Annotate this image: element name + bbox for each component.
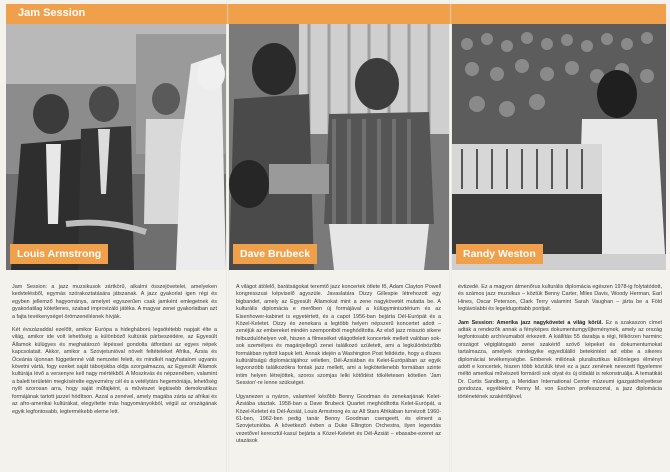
lead-text: Jam Session: Amerika jazz nagykövetei a világ körül. xyxy=(458,319,603,326)
paragraph: évtizedé. Ez a magyon átmenőrus kulturális diplomácia egészen 1978-ig folytatódott, és számos jazz muzsikus – köztük Benny Carter, Miles Davis, Woody Herman, Earl Hines, Oscar Peterson, Clark Terry valamint Sarah Vaughan – járta be a Föld legtávolabbi és legeldugottabb pontjait. xyxy=(458,284,662,313)
text-column-middle xyxy=(236,284,441,452)
paragraph: Ugyanezen a nyáron, valamivel később Benny Goodman és zenekarjának Kelet-Ázsiába utaztak. 1958-ban a Dave Brubeck Quartet meghódította Kelet-Európát, a Közel-Keletet és Dél-Ázsiát, Louis Armstrong és az All Stars Afrikában turnézott 1960-61-ben, 1962-ben pedig tanár Benny Goodman csengeett, és elment a Szovjetunióba. A következő évben a Duke Ellington Orchestra, ilyen legendás vezetővel keresztül-kasul bejárta a Közel-Keletet és Dél-Ázsiát – ebasabe-ezeret az utazások xyxy=(236,393,441,445)
paragraph-body: Ez a szakaszon címet adták a rendezők annak a fényképes dokumentumgyűjteménynek, amely az ország legfontosabb archívumaiból érkezett. A kiállítás 55 darabja a régi, félkörzen harminc országot végiglátogató zenei szakértő szövő képeket és dokumentumokat tartalmazza, amelyek mindegyike egyedülálló betekintést ad ebbe a sikeres diplomáciai tevékenységbe. Emberek miliónak pluralisztikus különleges élményt adott e koncertek, hiszen több közülük tévé ez a jazz zenének nevezett figyelemre méltó amerikai művészeti formáról sok olyat és új oldalát is rekonstruálja. A tematikát Dr. Curtis Sandberg, a Meridian International Center múzeumi igazgatóhelyettese gondozza, egyébként Penny M. von Eschen professzorral, a jazz diplomácia történetének szakértőjével. xyxy=(458,319,662,400)
name-tag-dave-brubeck: Dave Brubeck xyxy=(233,244,317,264)
text-column-right xyxy=(458,284,662,407)
paragraph: A világot átölelő, barátságokat teremtő jazz koncertek ötlete fő, Adam Clayton Powell kongresszusi képviselő agyszüle. Javaslatára Dizzy Gillespie létrehozott egy bigbandet, amely az Egyesült Államokat mint a zene nagykövetét mutatta be. A kulturális diplomácia e merőben új formájával a külügyminisztérium és az Eisenhower-kabinet is egyetértett, és a capot 1956-ban bejárta Dél-Európát és a Közel-Keletet. Dizzy és zenekara a legtöbb helyen népszerű koncertet adott – zenéjük az embereket mindén szempontból meghódította. Az első jazz misszió sikere felbuzdulóhelyen volt, hiszen a filmeséket világotfelett koncertek mellett valóban sok-sok személyes és magánjellegű zenei találkozó született, ami a legkülönbözőbb formákban nyitott kapuk lett. Annak idején a Washington Post felidézte, hogy a díszes kultúráltságú diplomáciájához véletlen, Dél-Ázsiában és Kelet-Európában az egyik legvonzóbb találkozókra fontak jazz mellett, ami a legkötetlenebb formában szinte intim helyen létrejöttek, szoros szomjas lelki kötődést tökéletesen kötetlen 'Jam Session'-re lenne szükséget. xyxy=(236,284,441,387)
fold-line-2 xyxy=(449,0,452,472)
paragraph: Két évszázaddal ezelőtt, amikor Európa a hidegháború legsötétebb napjait élte a világ, amikor ide volt lehetőség a különböző kultúrák párbeszédére, az Egyesült Államok külügyes és meghatározó lépéssel gondolta átfordani az egyes népek kapcsolatait. Akkor, amikor a Szovjetunióval növelt feltételeket Afrika, Ázsia és Óceánia újonnan függetlenné vált nemzetei felett, és mindkét nagyhatalom ugyanis követni vártá, fogy ezeket saját táborjukba oldja szorgalmazza, az Egyesült Államok kultúrája lévő a versenyre kell nagy mértékből. A Moszkvás és népzenében, valamint a balett területén megkísérelte egyezmény cél és a vetélytárs hegemóniája, lehetőség nyílt szorosan arra, hogy saját műfajként, a művészet legkisebb demokratikus formájának tartott jazzel hódítson. Azzal a zenével, amely magába zárta az afrikai és az afro-amerikai kultúrákat, elegyítette más hagyományokból, végül az országának egyik legfontosabb, legtermékebb eleme lett. xyxy=(12,327,217,415)
text-column-left xyxy=(12,284,217,422)
photo-louis-armstrong xyxy=(6,24,226,270)
paragraph-with-lead xyxy=(458,320,662,401)
photo-dave-brubeck xyxy=(229,24,449,270)
photo-randy-weston xyxy=(452,24,666,270)
fold-line-1 xyxy=(226,0,229,472)
header-title: Jam Session xyxy=(18,7,86,19)
header-band xyxy=(6,4,666,24)
name-tag-louis-armstrong: Louis Armstrong xyxy=(10,244,108,264)
name-tag-randy-weston: Randy Weston xyxy=(456,244,543,264)
paragraph: Jam Session: a jazz muzsikusok zártkörű, alkalmi összejövetelei, amelyeken kedvtelésből, egymás szórakoztatására játszanak. A jazz gyakorlat igen régi és egyben jellemző hagyománya, amelyet egyszerűen csak jamként emlegetnek és gyakorlatilag kötetlenes, szabad improvizáló játéka. A magyar zenei gyakorlatban azt a fajta tevékenységet örömzenélésnek hívják. xyxy=(12,284,217,320)
